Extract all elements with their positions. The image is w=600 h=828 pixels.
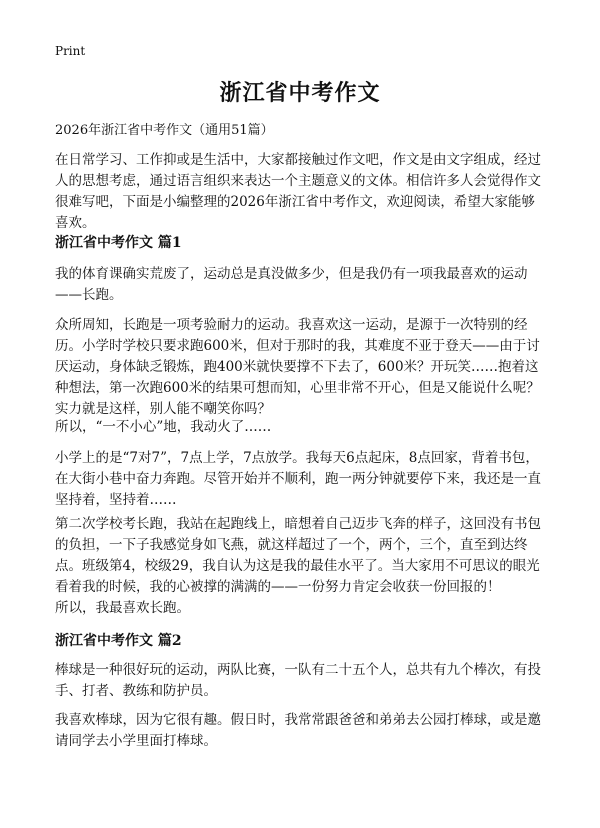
- section1-paragraph-5: 第二次学校考长跑，我站在起跑线上，暗想着自己迈步飞奔的样子，这回没有书包的负担，一下子我感觉身如飞燕，就这样超过了一个，两个，三个，直至到达终点。班级第4，校级29，我自认为这是我的最佳水平了。当大家用不可思议的眼光看着我的时候，我的心被撑的满满的——一份努力肯定会收获一份回报的！: [55, 516, 541, 595]
- section2-paragraph-2: 我喜欢棒球，因为它很有趣。假日时，我常常跟爸爸和弟弟去公园打棒球，或是邀请同学去小学里面打棒球。: [55, 712, 541, 749]
- section-heading-1: 浙江省中考作文 篇1: [55, 235, 182, 251]
- section1-paragraph-2: 众所周知，长跑是一项考验耐力的运动。我喜欢这一运动，是源于一次特别的经历。小学时学校只要求跑600米，但对于那时的我，其难度不亚于登天——由于讨厌运动，身体缺乏锻炼，跑400米就快要撑不下去了，600米？开玩笑……抱着这种想法，第一次跑600米的结果可想而知，心里非常不开心，但是又能说什么呢？实力就是这样，别人能不嘲笑你吗？: [55, 317, 540, 417]
- section-heading-2: 浙江省中考作文 篇2: [55, 633, 182, 649]
- section1-paragraph-3: 所以，“一不小心”地，我动火了……: [55, 419, 272, 435]
- section1-paragraph-1: 我的体育课确实荒废了，运动总是真没做多少，但是我仍有一项我最喜欢的运动——长跑。: [55, 266, 528, 303]
- section1-paragraph-4: 小学上的是“7对7”，7点上学，7点放学。我每天6点起床，8点回家，背着书包，在大街小巷中奋力奔跑。尽管开始并不顺利，跑一两分钟就要停下来，我还是一直坚持着，坚持着……: [55, 450, 541, 508]
- document-subtitle: 2026年浙江省中考作文（通用51篇）: [55, 123, 274, 138]
- print-label: Print: [55, 44, 86, 58]
- section2-paragraph-1: 棒球是一种很好玩的运动，两队比赛，一队有二十五个人，总共有九个棒次，有投手、打者、教练和防护员。: [55, 662, 541, 699]
- intro-paragraph: 在日常学习、工作抑或是生活中，大家都接触过作文吧，作文是由文字组成，经过人的思想考虑，通过语言组织来表达一个主题意义的文体。相信许多人会觉得作文很难写吧，下面是小编整理的2026年浙江省中考作文，欢迎阅读，希望大家能够喜欢。: [55, 152, 541, 231]
- page-title: 浙江省中考作文: [219, 80, 381, 106]
- section1-paragraph-6: 所以，我最喜欢长跑。: [55, 600, 190, 616]
